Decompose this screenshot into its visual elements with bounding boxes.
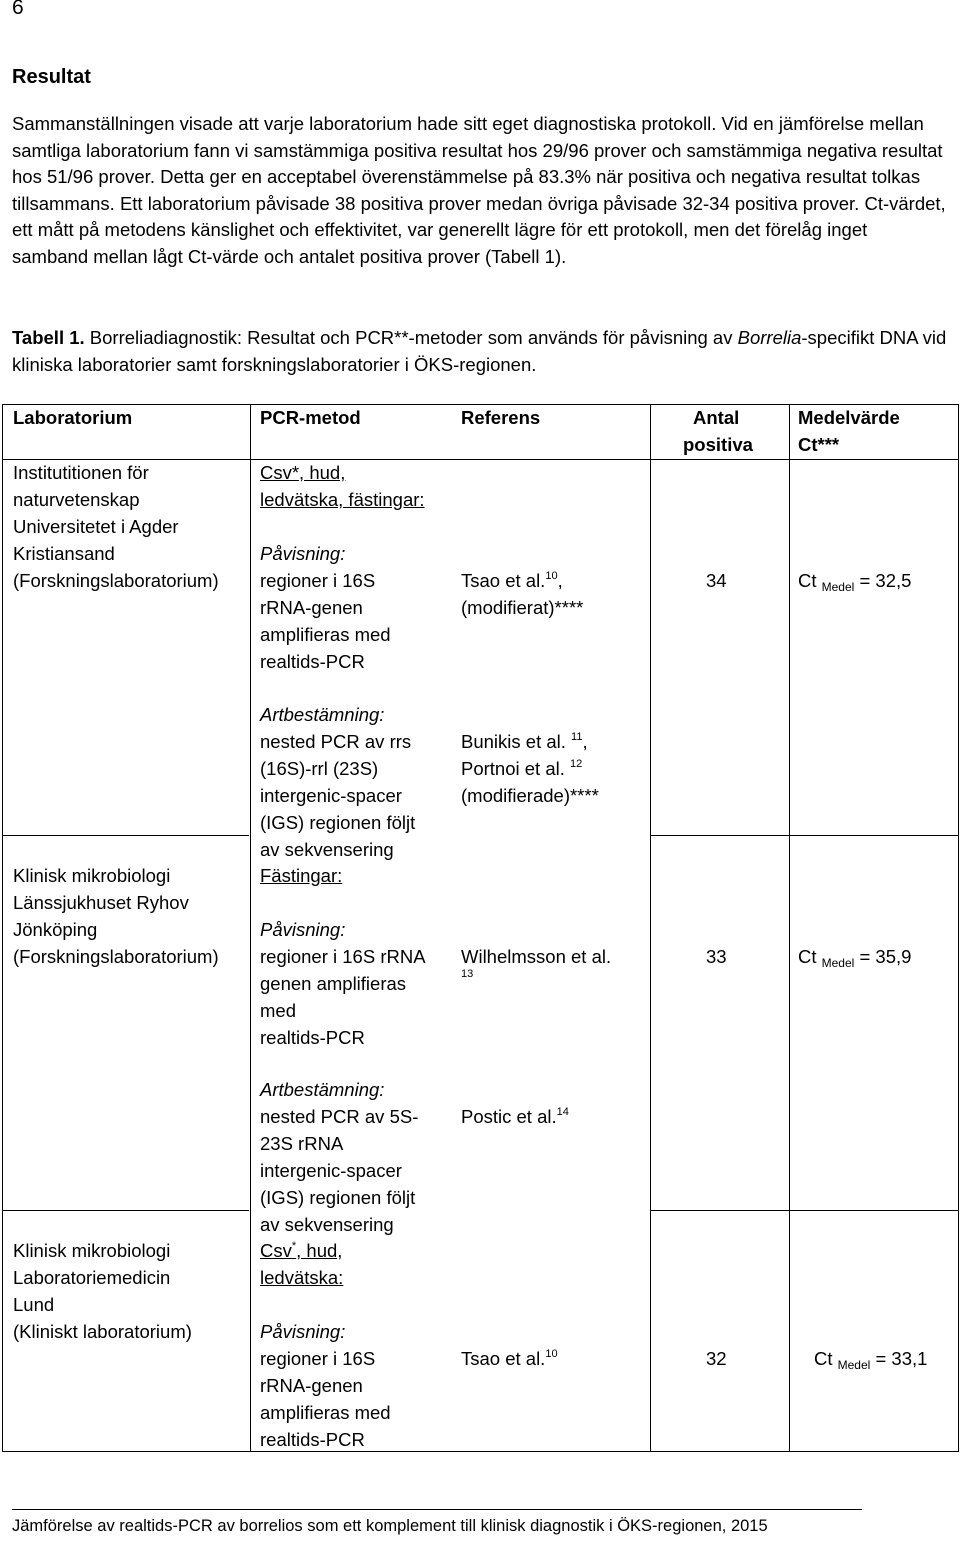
sample-types: Fästingar: xyxy=(260,865,343,886)
header-medelvarde: Medelvärde xyxy=(798,407,900,428)
reference: Bunikis et al. $^{11}$, xyxy=(461,731,588,752)
method-text: regioner i 16S xyxy=(260,1348,376,1369)
method-text: med xyxy=(260,1000,296,1021)
method-text: realtids-PCR xyxy=(260,1027,365,1048)
reference: Portnoi et al. $^{12}$ xyxy=(461,758,583,779)
reference: Tsao et al.$^{10}$ xyxy=(461,1348,558,1369)
method-text: (IGS) regionen följt xyxy=(260,812,416,833)
row-divider xyxy=(3,835,249,836)
lab-name-line: naturvetenskap xyxy=(13,489,140,510)
method-text: (16S)-rrl (23S) xyxy=(260,758,379,779)
caption-italic: Borrelia xyxy=(737,327,802,348)
row-divider xyxy=(3,1210,249,1211)
method-text: rRNA-genen xyxy=(260,597,363,618)
lab-name-line: Laboratoriemedicin xyxy=(13,1267,171,1288)
col-divider xyxy=(789,405,790,1451)
results-table xyxy=(2,404,959,1452)
lab-name-line: Universitetet i Agder xyxy=(13,516,179,537)
caption-text-1: Borreliadiagnostik: Resultat och PCR**-metoder som används för påvisning av xyxy=(84,327,738,348)
header-pcr-metod: PCR-metod xyxy=(260,407,361,428)
method-text: 23S rRNA xyxy=(260,1133,344,1154)
header-laboratorium: Laboratorium xyxy=(13,407,133,428)
mean-ct: Ct $_{Medel}$ = 32,5 xyxy=(798,570,912,594)
reference: Postic et al.$^{14}$ xyxy=(461,1106,569,1127)
lab-name-line: Klinisk mikrobiologi xyxy=(13,1240,171,1261)
method-text: (IGS) regionen följt xyxy=(260,1187,416,1208)
reference: Wilhelmsson et al. xyxy=(461,946,612,967)
col-divider xyxy=(250,405,251,1451)
mean-ct: Ct $_{Medel}$ = 33,1 xyxy=(814,1348,928,1372)
lab-name-line: Kristiansand xyxy=(13,543,115,564)
method-label: Påvisning: xyxy=(260,919,346,940)
method-text: rRNA-genen xyxy=(260,1375,363,1396)
method-text: genen amplifieras xyxy=(260,973,407,994)
footer-rule xyxy=(12,1509,862,1510)
header-antal: Antal xyxy=(693,407,740,428)
sample-types: ledvätska: xyxy=(260,1267,344,1288)
col-divider xyxy=(650,405,651,1451)
caption-text-2: -specifikt DNA vid kliniska laboratorier samt forskningslaboratorier i ÖKS-regionen. xyxy=(12,327,947,375)
method-text: amplifieras med xyxy=(260,1402,391,1423)
lab-name-line: (Kliniskt laboratorium) xyxy=(13,1321,192,1342)
method-label: Artbestämning: xyxy=(260,704,385,725)
sample-types: Csv*, hud, xyxy=(260,1240,343,1261)
method-text: intergenic-spacer xyxy=(260,1160,402,1181)
header-referens: Referens xyxy=(461,407,541,428)
method-label: Påvisning: xyxy=(260,543,346,564)
reference: (modifierat)**** xyxy=(461,597,584,618)
method-text: intergenic-spacer xyxy=(260,785,402,806)
row-divider xyxy=(650,835,958,836)
positive-count: 33 xyxy=(706,946,727,967)
result-paragraph: Sammanställningen visade att varje laboratorium hade sitt eget diagnostiska protokoll. Vid en jämförelse mellan samtliga laboratorium fann vi samstämmiga positiva resultat hos 29/96 prover och samstämmiga negativa resultat hos 51/96 prover. Detta ger en acceptabel överenstämmelse på 83.3% när positiva och negativa resultat tolkas tillsammans. Ett laboratorium påvisade 38 positiva prover medan övriga påvisade 32-34 positiva prover. Ct-värdet, ett mått på metodens känslighet och effektivitet, var generellt lägre för ett protokoll, men det förelåg inget samband mellan lågt Ct-värde och antalet positiva prover (Tabell 1). xyxy=(12,113,946,267)
lab-name-line: Jönköping xyxy=(13,919,98,940)
method-text: nested PCR av rrs xyxy=(260,731,412,752)
method-text: av sekvensering xyxy=(260,1214,394,1235)
page-number: 6 xyxy=(12,0,24,19)
sample-types: ledvätska, fästingar: xyxy=(260,489,425,510)
caption-label: Tabell 1. xyxy=(12,327,85,348)
mean-ct: Ct $_{Medel}$ = 35,9 xyxy=(798,946,912,970)
page-footer: Jämförelse av realtids-PCR av borrelios som ett komplement till klinisk diagnostik i ÖKS-regionen, 2015 xyxy=(12,1517,768,1535)
sample-types: Csv*, hud, xyxy=(260,462,346,483)
row-divider xyxy=(650,1210,958,1211)
positive-count: 34 xyxy=(706,570,727,591)
method-text: regioner i 16S xyxy=(260,570,376,591)
section-title: Resultat xyxy=(12,66,91,88)
header-ct: Ct*** xyxy=(798,434,840,455)
method-text: nested PCR av 5S- xyxy=(260,1106,419,1127)
lab-name-line: Länssjukhuset Ryhov xyxy=(13,892,189,913)
header-positiva: positiva xyxy=(683,434,753,455)
lab-name-line: Lund xyxy=(13,1294,55,1315)
method-label: Artbestämning: xyxy=(260,1079,385,1100)
table-caption xyxy=(12,325,947,378)
lab-name-line: (Forskningslaboratorium) xyxy=(13,570,219,591)
lab-name-line: (Forskningslaboratorium) xyxy=(13,946,219,967)
method-text: av sekvensering xyxy=(260,839,394,860)
method-text: regioner i 16S rRNA xyxy=(260,946,426,967)
method-text: amplifieras med xyxy=(260,624,391,645)
positive-count: 32 xyxy=(706,1348,727,1369)
method-label: Påvisning: xyxy=(260,1321,346,1342)
method-text: realtids-PCR xyxy=(260,1429,365,1450)
lab-name-line: Klinisk mikrobiologi xyxy=(13,865,171,886)
reference: (modifierade)**** xyxy=(461,785,599,806)
lab-name-line: Institutitionen för xyxy=(13,462,149,483)
reference-number: 13 xyxy=(461,968,474,980)
reference: Tsao et al.$^{10}$, xyxy=(461,570,563,591)
method-text: realtids-PCR xyxy=(260,651,365,672)
